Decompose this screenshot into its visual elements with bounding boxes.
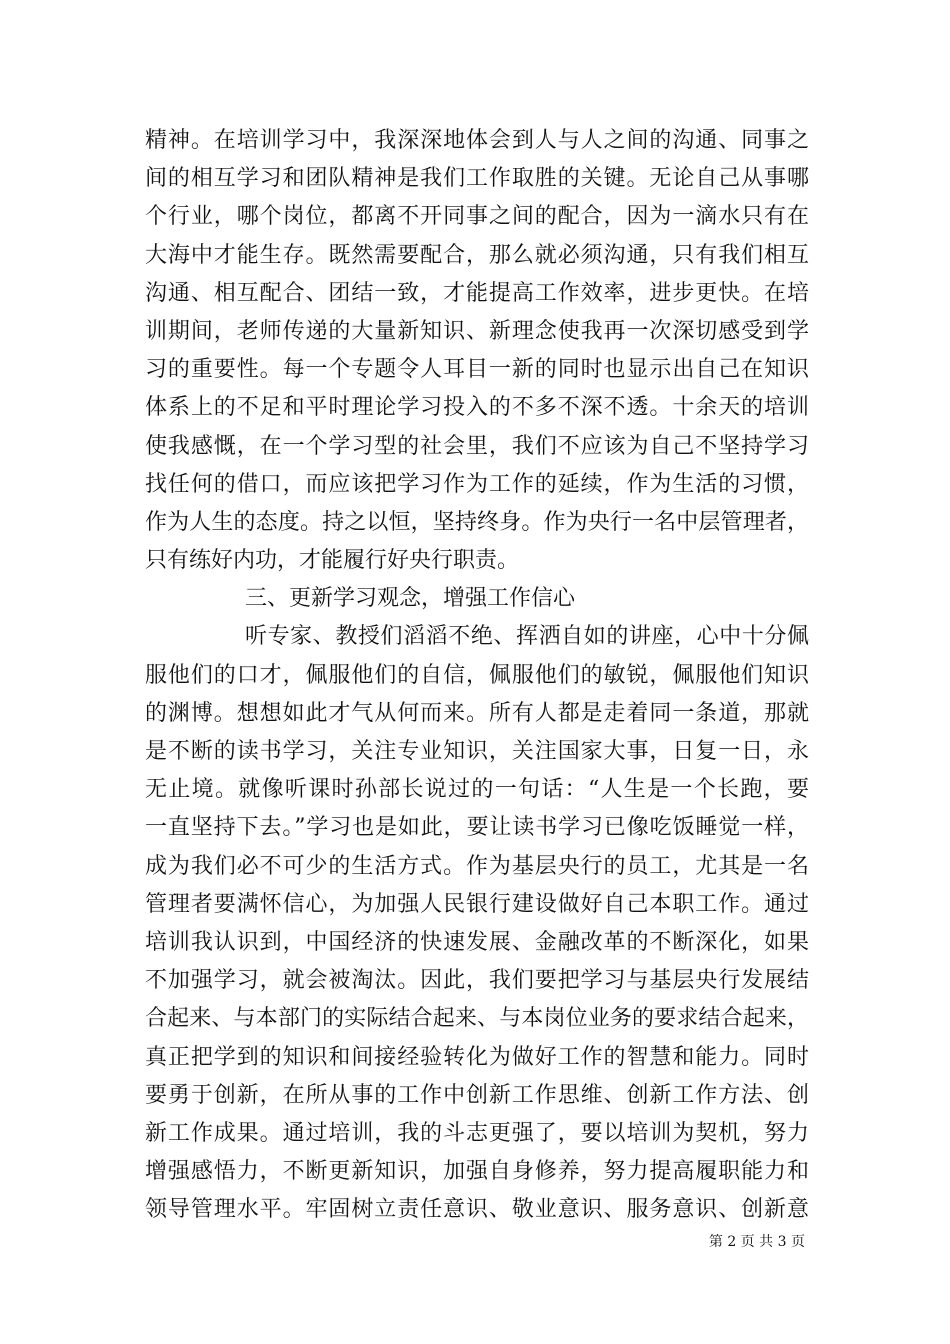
- text-line: 要勇于创新，在所从事的工作中创新工作思维、创新工作方法、创: [145, 1082, 809, 1108]
- text-line: 训期间，老师传递的大量新知识、新理念使我再一次深切感受到学: [145, 318, 809, 344]
- text-line: 间的相互学习和团队精神是我们工作取胜的关键。无论自己从事哪: [145, 166, 809, 192]
- text-line: 领导管理水平。牢固树立责任意识、敬业意识、服务意识、创新意: [145, 1197, 809, 1223]
- text-line: 使我感慨，在一个学习型的社会里，我们不应该为自己不坚持学习: [145, 433, 809, 459]
- text-line: 不加强学习，就会被淘汰。因此，我们要把学习与基层央行发展结: [145, 968, 809, 994]
- text-line: 增强感悟力，不断更新知识，加强自身修养，努力提高履职能力和: [145, 1159, 809, 1185]
- text-line: 管理者要满怀信心，为加强人民银行建设做好自己本职工作。通过: [145, 891, 809, 917]
- text-line: 体系上的不足和平时理论学习投入的不多不深不透。十余天的培训: [145, 395, 809, 421]
- text-line: 服他们的口才，佩服他们的自信，佩服他们的敏锐，佩服他们知识: [145, 662, 809, 688]
- text-line: 沟通、相互配合、团结一致，才能提高工作效率，进步更快。在培: [145, 280, 809, 306]
- text-line: 习的重要性。每一个专题令人耳目一新的同时也显示出自己在知识: [145, 357, 809, 383]
- text-line: 作为人生的态度。持之以恒，坚持终身。作为央行一名中层管理者，: [145, 509, 809, 535]
- text-line: 的渊博。想想如此才气从何而来。所有人都是走着同一条道，那就: [145, 700, 809, 726]
- text-line: 成为我们必不可少的生活方式。作为基层央行的员工，尤其是一名: [145, 853, 809, 879]
- text-line: 合起来、与本部门的实际结合起来、与本岗位业务的要求结合起来，: [145, 1006, 809, 1032]
- text-line: 找任何的借口，而应该把学习作为工作的延续，作为生活的习惯，: [145, 471, 809, 497]
- text-line: 是不断的读书学习，关注专业知识，关注国家大事，日复一日，永: [145, 739, 809, 764]
- text-line: 只有练好内功，才能履行好央行职责。: [145, 548, 520, 574]
- text-line: 听专家、教授们滔滔不绝、挥洒自如的讲座，心中十分佩: [245, 624, 809, 650]
- section-heading: 三、更新学习观念，增强工作信心: [245, 586, 576, 612]
- body-text: [145, 122, 809, 1229]
- text-line: 新工作成果。通过培训，我的斗志更强了，要以培训为契机，努力: [145, 1120, 809, 1146]
- text-line: 大海中才能生存。既然需要配合，那么就必须沟通，只有我们相互: [145, 242, 809, 268]
- text-line: 真正把学到的知识和间接经验转化为做好工作的智慧和能力。同时: [145, 1044, 809, 1070]
- text-line: 无止境。就像听课时孙部长说过的一句话：“人生是一个长跑，要: [145, 777, 809, 803]
- text-line: 一直坚持下去。”学习也是如此，要让读书学习已像吃饭睡觉一样，: [145, 815, 809, 841]
- text-line: 精神。在培训学习中，我深深地体会到人与人之间的沟通、同事之: [145, 128, 809, 153]
- page-number: 第 2 页 共 3 页: [708, 1234, 805, 1250]
- text-line: 培训我认识到，中国经济的快速发展、金融改革的不断深化，如果: [145, 929, 809, 955]
- text-line: 个行业，哪个岗位，都离不开同事之间的配合，因为一滴水只有在: [145, 204, 809, 230]
